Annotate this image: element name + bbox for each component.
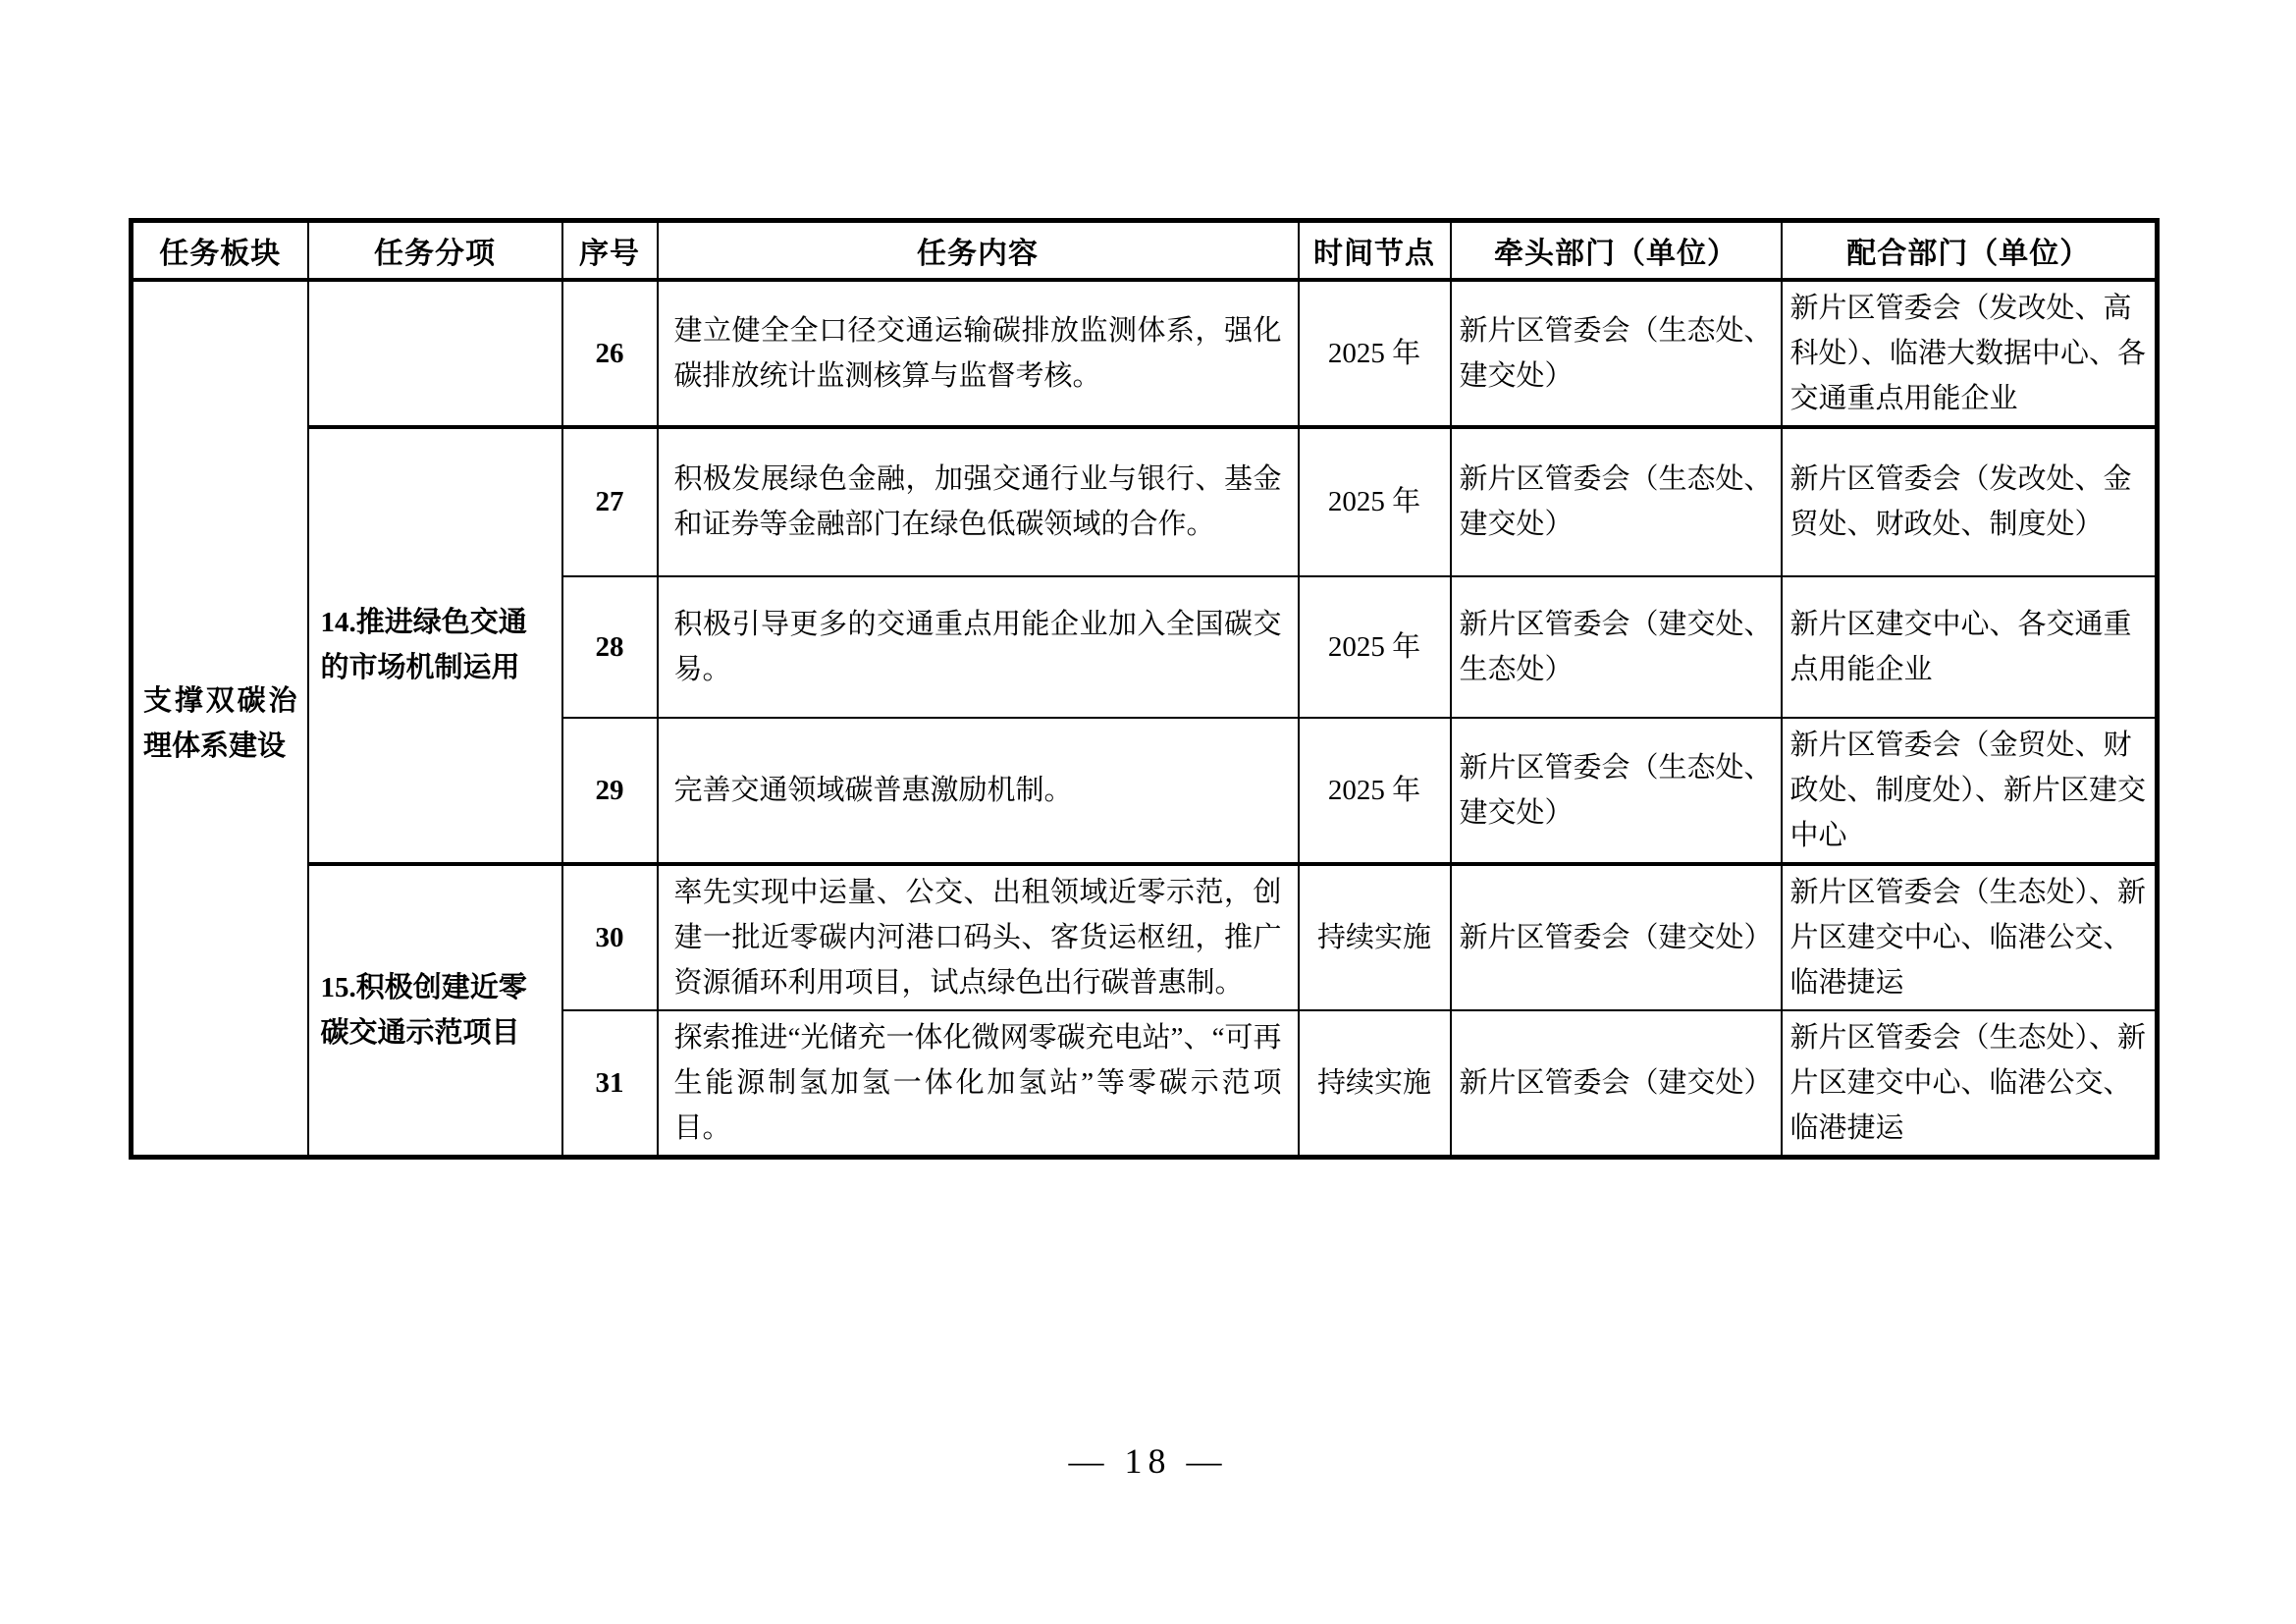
cell-lead-dept: 新片区管委会（生态处、建交处） bbox=[1451, 427, 1782, 576]
cell-task-content: 积极发展绿色金融，加强交通行业与银行、基金和证券等金融部门在绿色低碳领域的合作。 bbox=[658, 427, 1299, 576]
page-number: — 18 — bbox=[1068, 1441, 1228, 1481]
cell-lead-dept: 新片区管委会（建交处） bbox=[1451, 1010, 1782, 1158]
col-header-task-block: 任务板块 bbox=[132, 221, 308, 280]
cell-time-node: 持续实施 bbox=[1299, 1010, 1451, 1158]
cell-support-dept: 新片区管委会（生态处）、新片区建交中心、临港公交、临港捷运 bbox=[1782, 864, 2158, 1010]
cell-task-content: 完善交通领域碳普惠激励机制。 bbox=[658, 718, 1299, 864]
cell-time-node: 2025 年 bbox=[1299, 718, 1451, 864]
cell-task-group-empty bbox=[308, 280, 562, 427]
cell-task-group-15: 15.积极创建近零碳交通示范项目 bbox=[308, 864, 562, 1158]
cell-time-node: 2025 年 bbox=[1299, 427, 1451, 576]
cell-serial: 26 bbox=[562, 280, 658, 427]
cell-serial: 28 bbox=[562, 576, 658, 718]
cell-support-dept: 新片区管委会（金贸处、财政处、制度处）、新片区建交中心 bbox=[1782, 718, 2158, 864]
col-header-lead-dept: 牵头部门（单位） bbox=[1451, 221, 1782, 280]
col-header-task-content: 任务内容 bbox=[658, 221, 1299, 280]
cell-time-node: 2025 年 bbox=[1299, 576, 1451, 718]
table-row bbox=[132, 427, 2158, 576]
cell-serial: 27 bbox=[562, 427, 658, 576]
cell-lead-dept: 新片区管委会（生态处、建交处） bbox=[1451, 280, 1782, 427]
cell-serial: 29 bbox=[562, 718, 658, 864]
cell-task-block: 支撑双碳治理体系建设 bbox=[132, 280, 308, 1158]
cell-task-content: 探索推进“光储充一体化微网零碳充电站”、“可再生能源制氢加氢一体化加氢站”等零碳示范项目。 bbox=[658, 1010, 1299, 1158]
cell-lead-dept: 新片区管委会（建交处、生态处） bbox=[1451, 576, 1782, 718]
cell-task-content: 率先实现中运量、公交、出租领域近零示范，创建一批近零碳内河港口码头、客货运枢纽，推广资源循环利用项目，试点绿色出行碳普惠制。 bbox=[658, 864, 1299, 1010]
cell-task-content: 建立健全全口径交通运输碳排放监测体系，强化碳排放统计监测核算与监督考核。 bbox=[658, 280, 1299, 427]
col-header-support-dept: 配合部门（单位） bbox=[1782, 221, 2158, 280]
cell-serial: 31 bbox=[562, 1010, 658, 1158]
cell-time-node: 持续实施 bbox=[1299, 864, 1451, 1010]
cell-lead-dept: 新片区管委会（生态处、建交处） bbox=[1451, 718, 1782, 864]
task-table bbox=[129, 218, 2160, 1160]
col-header-task-group: 任务分项 bbox=[308, 221, 562, 280]
cell-lead-dept: 新片区管委会（建交处） bbox=[1451, 864, 1782, 1010]
cell-task-content: 积极引导更多的交通重点用能企业加入全国碳交易。 bbox=[658, 576, 1299, 718]
col-header-serial: 序号 bbox=[562, 221, 658, 280]
col-header-time-node: 时间节点 bbox=[1299, 221, 1451, 280]
table-header-row bbox=[132, 221, 2158, 280]
cell-serial: 30 bbox=[562, 864, 658, 1010]
cell-task-group-14: 14.推进绿色交通的市场机制运用 bbox=[308, 427, 562, 864]
cell-support-dept: 新片区管委会（生态处）、新片区建交中心、临港公交、临港捷运 bbox=[1782, 1010, 2158, 1158]
table-row bbox=[132, 280, 2158, 427]
table-row bbox=[132, 864, 2158, 1010]
cell-support-dept: 新片区建交中心、各交通重点用能企业 bbox=[1782, 576, 2158, 718]
cell-support-dept: 新片区管委会（发改处、金贸处、财政处、制度处） bbox=[1782, 427, 2158, 576]
cell-time-node: 2025 年 bbox=[1299, 280, 1451, 427]
cell-support-dept: 新片区管委会（发改处、高科处）、临港大数据中心、各交通重点用能企业 bbox=[1782, 280, 2158, 427]
